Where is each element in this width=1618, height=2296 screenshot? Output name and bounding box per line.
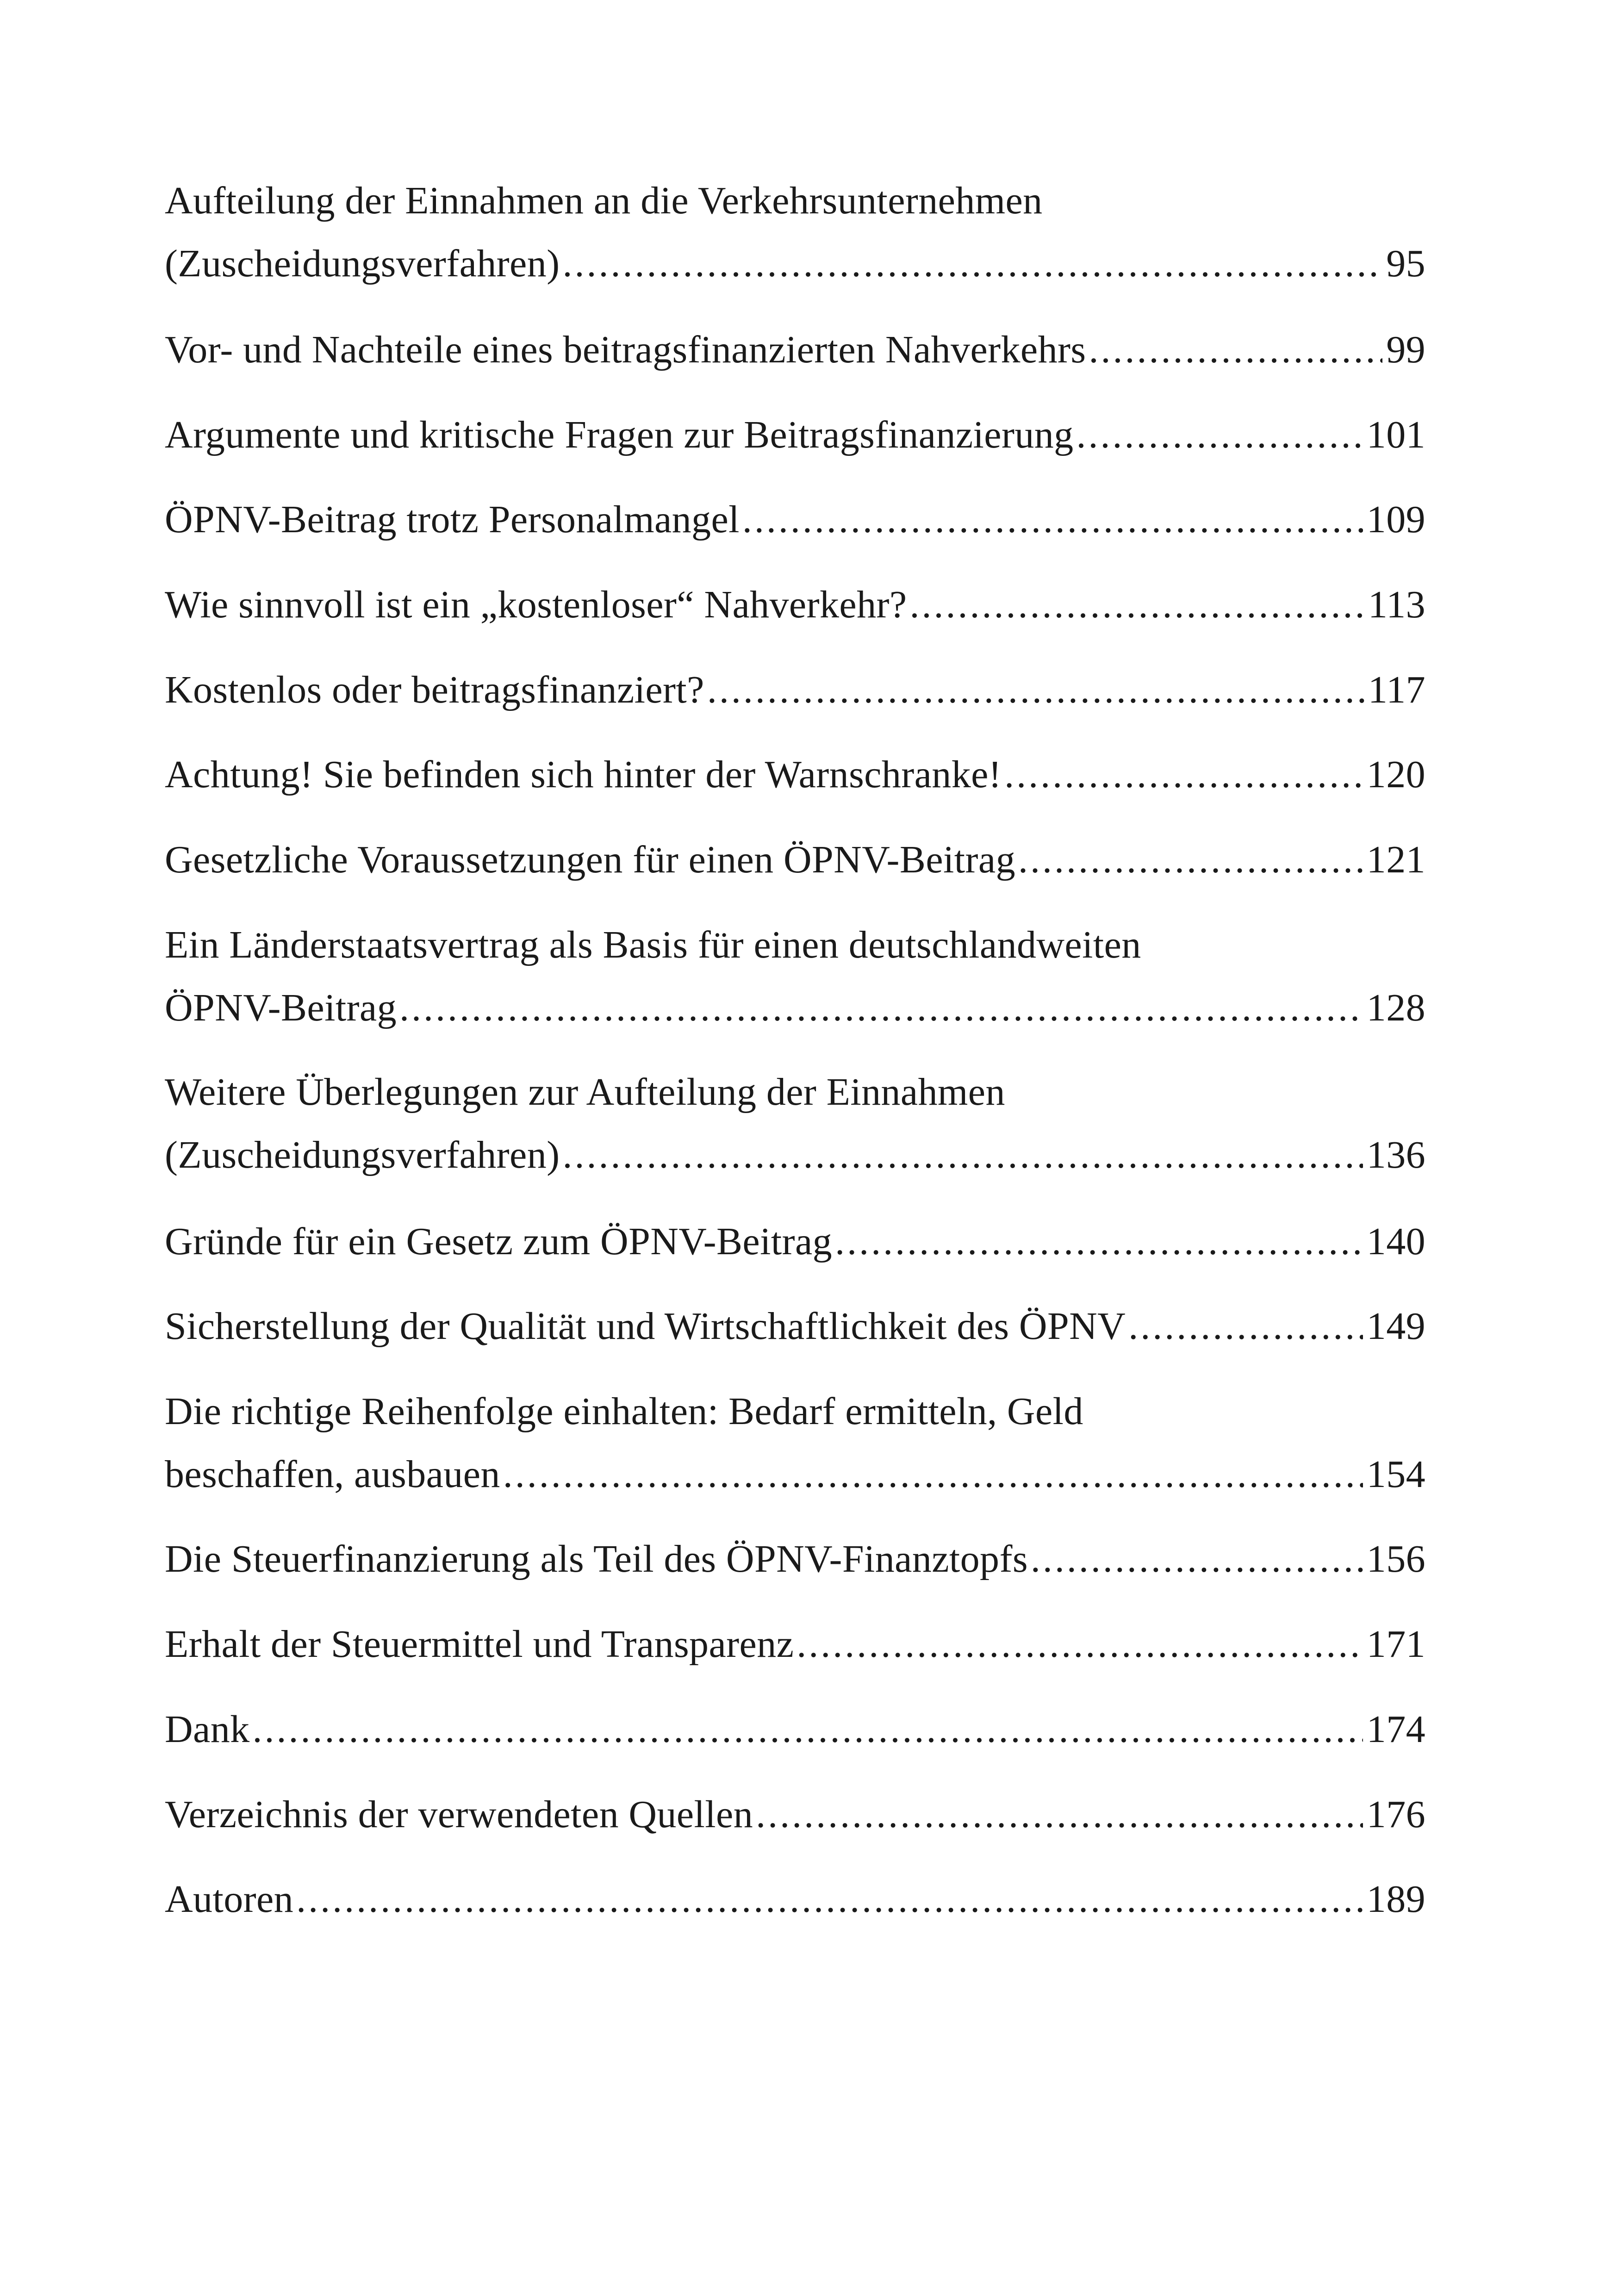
dot-leader <box>910 573 1364 636</box>
toc-entry-title-line-2: (Zuscheidungsverfahren) <box>165 242 560 285</box>
toc-entry-title: Vor- und Nachteile eines beitragsfinanzierten Nahverkehrs <box>165 328 1086 371</box>
toc-page-number: 176 <box>1366 1793 1425 1836</box>
toc-entry-title: Kostenlos oder beitragsfinanziert? <box>165 668 704 711</box>
toc-entry[interactable] <box>165 1613 1425 1676</box>
toc-entry-title: Sicherstellung der Qualität und Wirtschaftlichkeit des ÖPNV <box>165 1305 1126 1348</box>
toc-entry-title: Wie sinnvoll ist ein „kostenloser“ Nahverkehr? <box>165 583 907 626</box>
toc-entry[interactable] <box>165 573 1425 636</box>
toc-entry-title: Die Steuerfinanzierung als Teil des ÖPNV-Finanztopfs <box>165 1537 1028 1580</box>
toc-entry-title: Argumente und kritische Fragen zur Beitragsfinanzierung <box>165 413 1074 456</box>
toc-entry-title-line-2: beschaffen, ausbauen <box>165 1453 500 1496</box>
toc-page-number: 120 <box>1366 753 1425 796</box>
toc-entry[interactable] <box>165 404 1425 467</box>
toc-entry[interactable] <box>165 1783 1425 1846</box>
toc-entry[interactable] <box>165 1698 1425 1761</box>
toc-page-number: 109 <box>1366 498 1425 541</box>
toc-entry[interactable] <box>165 488 1425 551</box>
toc-entry[interactable] <box>165 659 1425 722</box>
toc-entry-title: Dank <box>165 1708 250 1751</box>
dot-leader <box>1128 1295 1363 1358</box>
toc-page-number: 189 <box>1366 1878 1425 1921</box>
toc-page-number: 156 <box>1366 1537 1425 1580</box>
dot-leader <box>296 1868 1363 1931</box>
toc-entry-title: Gesetzliche Voraussetzungen für einen ÖPNV-Beitrag <box>165 838 1015 881</box>
dot-leader <box>707 659 1364 722</box>
toc-page-number: 113 <box>1368 583 1425 626</box>
dot-leader <box>503 1443 1363 1506</box>
toc-entry-title: Verzeichnis der verwendeten Quellen <box>165 1793 753 1836</box>
toc-entry-title: Autoren <box>165 1878 294 1921</box>
toc-entry[interactable] <box>165 828 1425 891</box>
toc-page-number: 149 <box>1366 1305 1425 1348</box>
toc-entry[interactable] <box>165 1868 1425 1931</box>
dot-leader <box>835 1210 1363 1273</box>
toc-page-number: 154 <box>1366 1453 1425 1496</box>
toc-entry-title-line-1: Die richtige Reihenfolge einhalten: Bedarf ermitteln, Geld <box>165 1390 1083 1433</box>
dot-leader <box>1031 1528 1363 1591</box>
toc-page-number: 121 <box>1366 838 1425 881</box>
toc-entry-title-line-1: Aufteilung der Einnahmen an die Verkehrsunternehmen <box>165 179 1043 222</box>
toc-entry[interactable] <box>165 914 1425 1039</box>
dot-leader <box>742 488 1363 551</box>
toc-entry[interactable] <box>165 1210 1425 1273</box>
dot-leader <box>1077 404 1363 467</box>
toc-entry-title-line-1: Weitere Überlegungen zur Aufteilung der Einnahmen <box>165 1070 1005 1114</box>
dot-leader <box>1089 318 1382 381</box>
dot-leader <box>756 1783 1363 1846</box>
toc-entry-title-line-2: ÖPNV-Beitrag <box>165 986 397 1029</box>
toc-page-number: 101 <box>1366 413 1425 456</box>
toc-entry[interactable] <box>165 1528 1425 1591</box>
toc-entry[interactable] <box>165 1380 1425 1506</box>
toc-page-number: 174 <box>1366 1708 1425 1751</box>
toc-entry[interactable] <box>165 1295 1425 1358</box>
dot-leader <box>1004 743 1363 806</box>
toc-entry[interactable] <box>165 1061 1425 1187</box>
toc-entry-title: Achtung! Sie befinden sich hinter der Warnschranke! <box>165 753 1002 796</box>
toc-page-number: 117 <box>1368 668 1425 711</box>
toc-entry-title: Erhalt der Steuermittel und Transparenz <box>165 1623 794 1666</box>
toc-entry[interactable] <box>165 743 1425 806</box>
toc-entry-title-line-1: Ein Länderstaatsvertrag als Basis für einen deutschlandweiten <box>165 923 1141 966</box>
toc-entry-title: Gründe für ein Gesetz zum ÖPNV-Beitrag <box>165 1220 833 1263</box>
dot-leader <box>563 1124 1363 1187</box>
toc-entry[interactable] <box>165 169 1425 295</box>
dot-leader <box>797 1613 1363 1676</box>
toc-page-number: 99 <box>1386 328 1425 371</box>
toc-page-number: 128 <box>1366 986 1425 1029</box>
dot-leader <box>563 232 1383 295</box>
toc-page-number: 136 <box>1366 1133 1425 1176</box>
toc-page-number: 171 <box>1366 1623 1425 1666</box>
toc-page-number: 95 <box>1386 242 1425 285</box>
dot-leader <box>253 1698 1363 1761</box>
toc-page-number: 140 <box>1366 1220 1425 1263</box>
toc-entry-title: ÖPNV-Beitrag trotz Personalmangel <box>165 498 740 541</box>
toc-entry[interactable] <box>165 318 1425 381</box>
dot-leader <box>1018 828 1363 891</box>
dot-leader <box>399 977 1363 1039</box>
toc-entry-title-line-2: (Zuscheidungsverfahren) <box>165 1133 560 1176</box>
